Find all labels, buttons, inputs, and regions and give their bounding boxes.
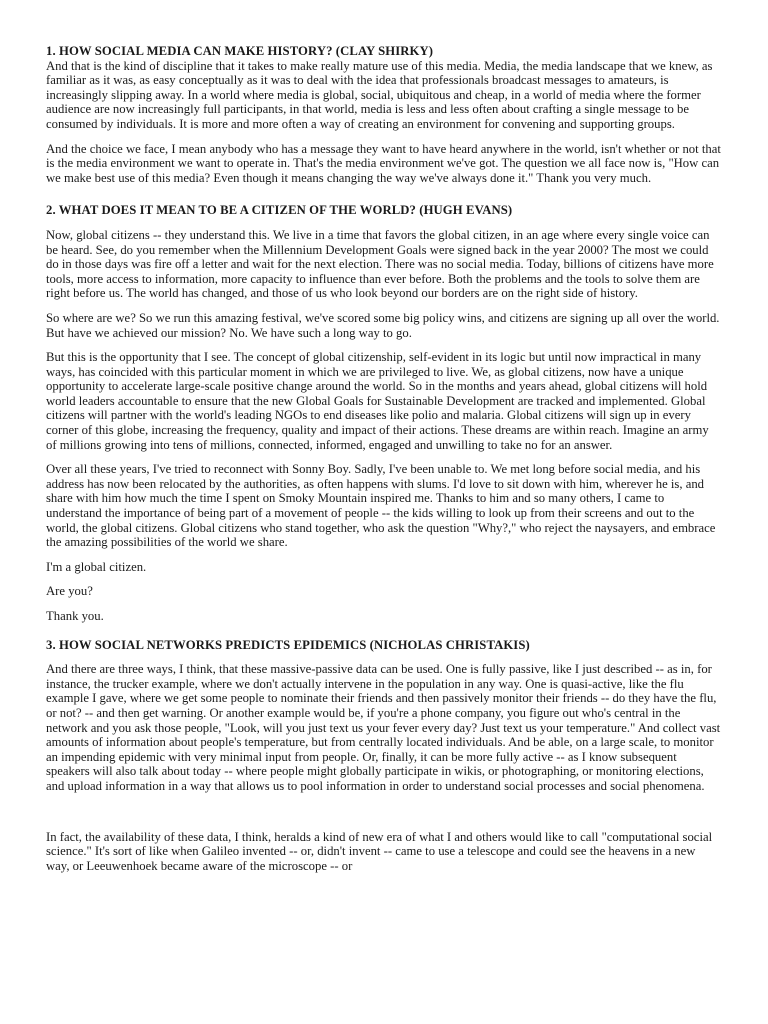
section-heading: 3. HOW SOCIAL NETWORKS PREDICTS EPIDEMICS (NICHOLAS CHRISTAKIS) — [46, 637, 530, 652]
section-heading: 1. HOW SOCIAL MEDIA CAN MAKE HISTORY? (CLAY SHIRKY) — [46, 44, 434, 58]
paragraph: I'm a global citizen. — [46, 559, 147, 574]
paragraph: But this is the opportunity that I see. The concept of global citizenship, self-evident in its logic but until now impractical in many ways, has coincided with this particular moment in which we are privileged to live. We, as global citizens, now have a unique opportunity to accelerate large-scale positive change around the world. So in the months and years ahead, global citizens will hold world leaders accountable to ensure that the new Global Goals for Sustainable Development are tracked and implemented. Global citizens will partner with the world's leading NGOs to end diseases like polio and malaria. Global citizens will sign up in every corner of this globe, increasing the frequency, quality and impact of their actions. These dreams are within reach. Imagine an army of millions growing into tens of millions, connected, informed, engaged and unwilling to take no for an answer. — [46, 350, 709, 452]
paragraph: So where are we? So we run this amazing festival, we've scored some big policy wins, and citizens are signing up all over the world. But have we achieved our mission? No. We have such a long way to go. — [46, 310, 720, 340]
paragraph: Thank you. — [46, 609, 104, 623]
paragraph: And the choice we face, I mean anybody who has a message they want to have heard anywhere in the world, isn't whether or not that is the media environment we want to operate in. That's the media environment we've got. The question we all face now is, "How can we make best use of this media? Even though it means changing the way we've always done it." Thank you very much. — [46, 141, 721, 185]
section-1 — [46, 44, 722, 185]
section-heading: 2. WHAT DOES IT MEAN TO BE A CITIZEN OF THE WORLD? (HUGH EVANS) — [46, 203, 513, 218]
paragraph: And there are three ways, I think, that these massive-passive data can be used. One is fully passive, like I just described -- as in, for instance, the trucker example, where we don't actually intervene in the population in any way. One is quasi-active, like the flu example I gave, where we get some people to nominate their friends and then passively monitor their friends -- do they have the flu, or not? -- and then get warning. Or another example would be, if you're a phone company, you figure out who's central in the network and you ask those people, "Look, will you just text us your fever every day? Just text us your temperature." And collect vast amounts of information about people's temperature, but from centrally located individuals. And be able, on a large scale, to monitor an impending epidemic with very minimal input from people. Or, finally, it can be more fully active -- as I know subsequent speakers will also talk about today -- where people might globally participate in wikis, or photographing, or monitoring elections, and upload information in a way that allows us to pool information in order to understand social processes and social phenomena. — [46, 662, 721, 793]
section-2 — [46, 203, 722, 623]
paragraph: In fact, the availability of these data, I think, heralds a kind of new era of what I and others would like to call "computational social science." It's sort of like when Galileo invented -- or, didn't invent -- came to use a telescope and could see the heavens in a new way, or Leeuwenhoek became aware of the microscope -- or — [46, 829, 713, 873]
paragraph: Over all these years, I've tried to reconnect with Sonny Boy. Sadly, I've been unable to. We met long before social media, and his address has now been relocated by the authorities, as often happens with slums. I'd love to sit down with him, wherever he is, and share with him how much the time I spent on Smoky Mountain inspired me. Thanks to him and so many others, I came to understand the importance of being part of a movement of people -- the kids willing to look up from their screens and out to the world, the global citizens. Global citizens who stand together, who ask the question "Why?," who reject the naysayers, and embrace the amazing possibilities of the world we share. — [46, 462, 716, 550]
paragraph: Are you? — [46, 584, 93, 599]
document-page — [46, 44, 722, 885]
paragraph: Now, global citizens -- they understand this. We live in a time that favors the global citizen, in an age where every single voice can be heard. See, do you remember when the Millennium Development Goals were signed back in the year 2000? The most we could do in those days was fire off a letter and wait for the next election. There was no social media. Today, billions of citizens have more tools, more access to information, more capacity to influence than ever before. Both the problems and the tools to solve them are right before us. The world has changed, and those of us who look beyond our borders are on the right side of history. — [46, 227, 714, 301]
paragraph: And that is the kind of discipline that it takes to make really mature use of this media. Media, the media landscape that we knew, as familiar as it was, as easy conceptually as it was to deal with the idea that professionals broadcast messages to amateurs, is increasingly slipping away. In a world where media is global, social, ubiquitous and cheap, in a world of media where the former audience are now increasingly full participants, in that world, media is less and less often about crafting a single message to be consumed by individuals. It is more and more often a way of creating an environment for convening and supporting groups. — [46, 58, 713, 131]
section-3 — [46, 638, 722, 874]
